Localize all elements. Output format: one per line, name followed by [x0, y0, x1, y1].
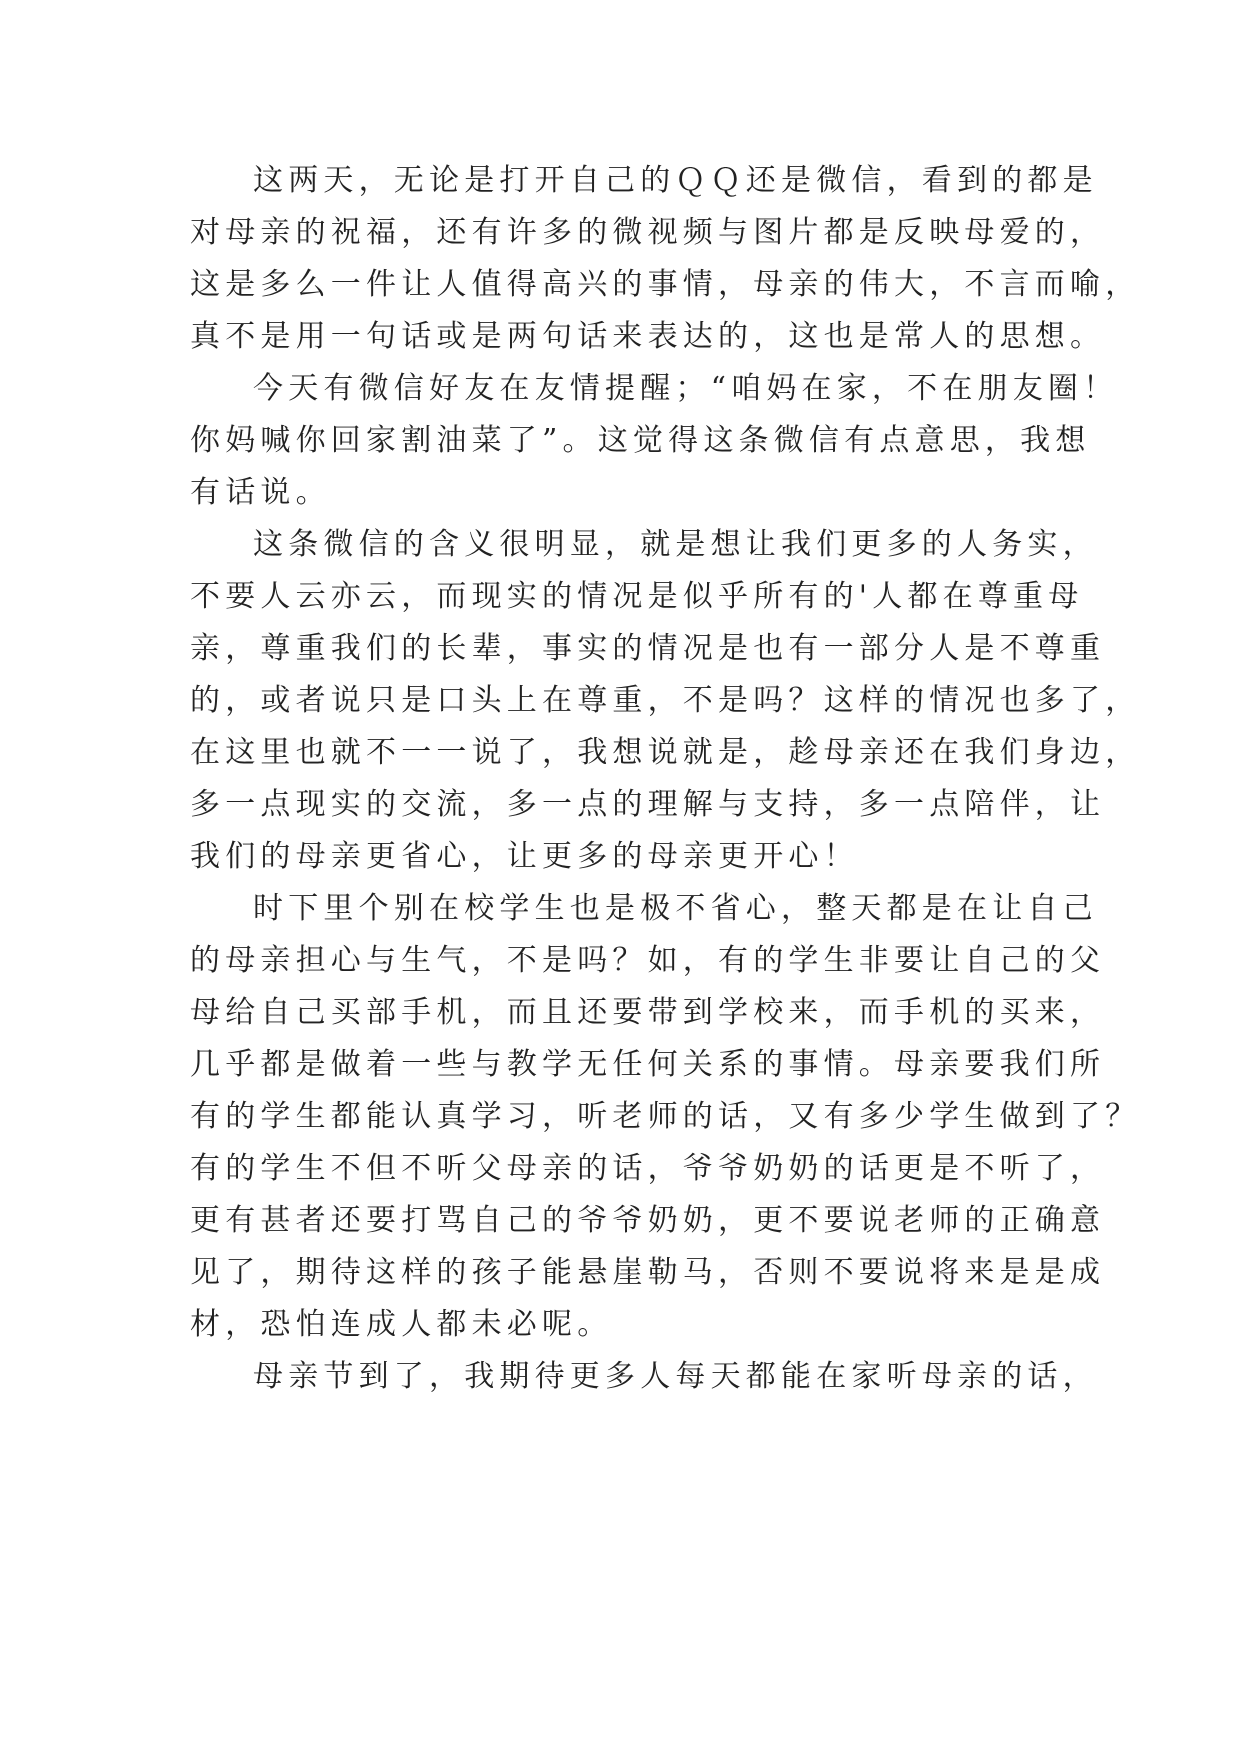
- text-line: 这是多么一件让人值得高兴的事情，母亲的伟大，不言而喻，: [190, 267, 1141, 302]
- paragraph-1: [190, 155, 1141, 363]
- text-line: 这条微信的含义很明显，就是想让我们更多的人务实，: [253, 527, 1098, 562]
- paragraph-4: [190, 883, 1141, 1351]
- text-line: 今天有微信好友在友情提醒；“咱妈在家，不在朋友圈！: [253, 371, 1119, 406]
- text-line: 见了，期待这样的孩子能悬崖勒马，否则不要说将来是是成: [190, 1255, 1106, 1290]
- text-line: 我们的母亲更省心，让更多的母亲更开心！: [190, 839, 859, 874]
- text-line: 你妈喊你回家割油菜了”。这觉得这条微信有点意思，我想: [190, 423, 1091, 458]
- text-line: 时下里个别在校学生也是极不省心，整天都是在让自己: [253, 891, 1098, 926]
- text-line: 有话说。: [190, 475, 331, 510]
- text-line: 不要人云亦云，而现实的情况是似乎所有的'人都在尊重母: [190, 579, 1084, 614]
- paragraph-2: [190, 363, 1119, 519]
- text-line: 这两天，无论是打开自己的ＱＱ还是微信，看到的都是: [253, 163, 1098, 198]
- text-line: 母给自己买部手机，而且还要带到学校来，而手机的买来，: [190, 995, 1106, 1030]
- paragraph-3: [190, 519, 1141, 883]
- text-line: 有的学生都能认真学习，听老师的话，又有多少学生做到了？: [190, 1099, 1141, 1134]
- text-line: 对母亲的祝福，还有许多的微视频与图片都是反映母爱的，: [190, 215, 1106, 250]
- text-line: 的母亲担心与生气，不是吗？如，有的学生非要让自己的父: [190, 943, 1106, 978]
- text-line: 材，恐怕连成人都未必呢。: [190, 1307, 613, 1342]
- text-line: 母亲节到了，我期待更多人每天都能在家听母亲的话，: [253, 1359, 1098, 1394]
- text-line: 亲，尊重我们的长辈，事实的情况是也有一部分人是不尊重: [190, 631, 1106, 666]
- paragraph-5: [190, 1351, 1098, 1403]
- text-line: 多一点现实的交流，多一点的理解与支持，多一点陪伴，让: [190, 787, 1106, 822]
- text-line: 更有甚者还要打骂自己的爷爷奶奶，更不要说老师的正确意: [190, 1203, 1106, 1238]
- text-line: 的，或者说只是口头上在尊重，不是吗？这样的情况也多了，: [190, 683, 1141, 718]
- document-body: [190, 155, 1141, 1403]
- text-line: 在这里也就不一一说了，我想说就是，趁母亲还在我们身边，: [190, 735, 1141, 770]
- text-line: 有的学生不但不听父母亲的话，爷爷奶奶的话更是不听了，: [190, 1151, 1106, 1186]
- text-line: 真不是用一句话或是两句话来表达的，这也是常人的思想。: [190, 319, 1106, 354]
- text-line: 几乎都是做着一些与教学无任何关系的事情。母亲要我们所: [190, 1047, 1106, 1082]
